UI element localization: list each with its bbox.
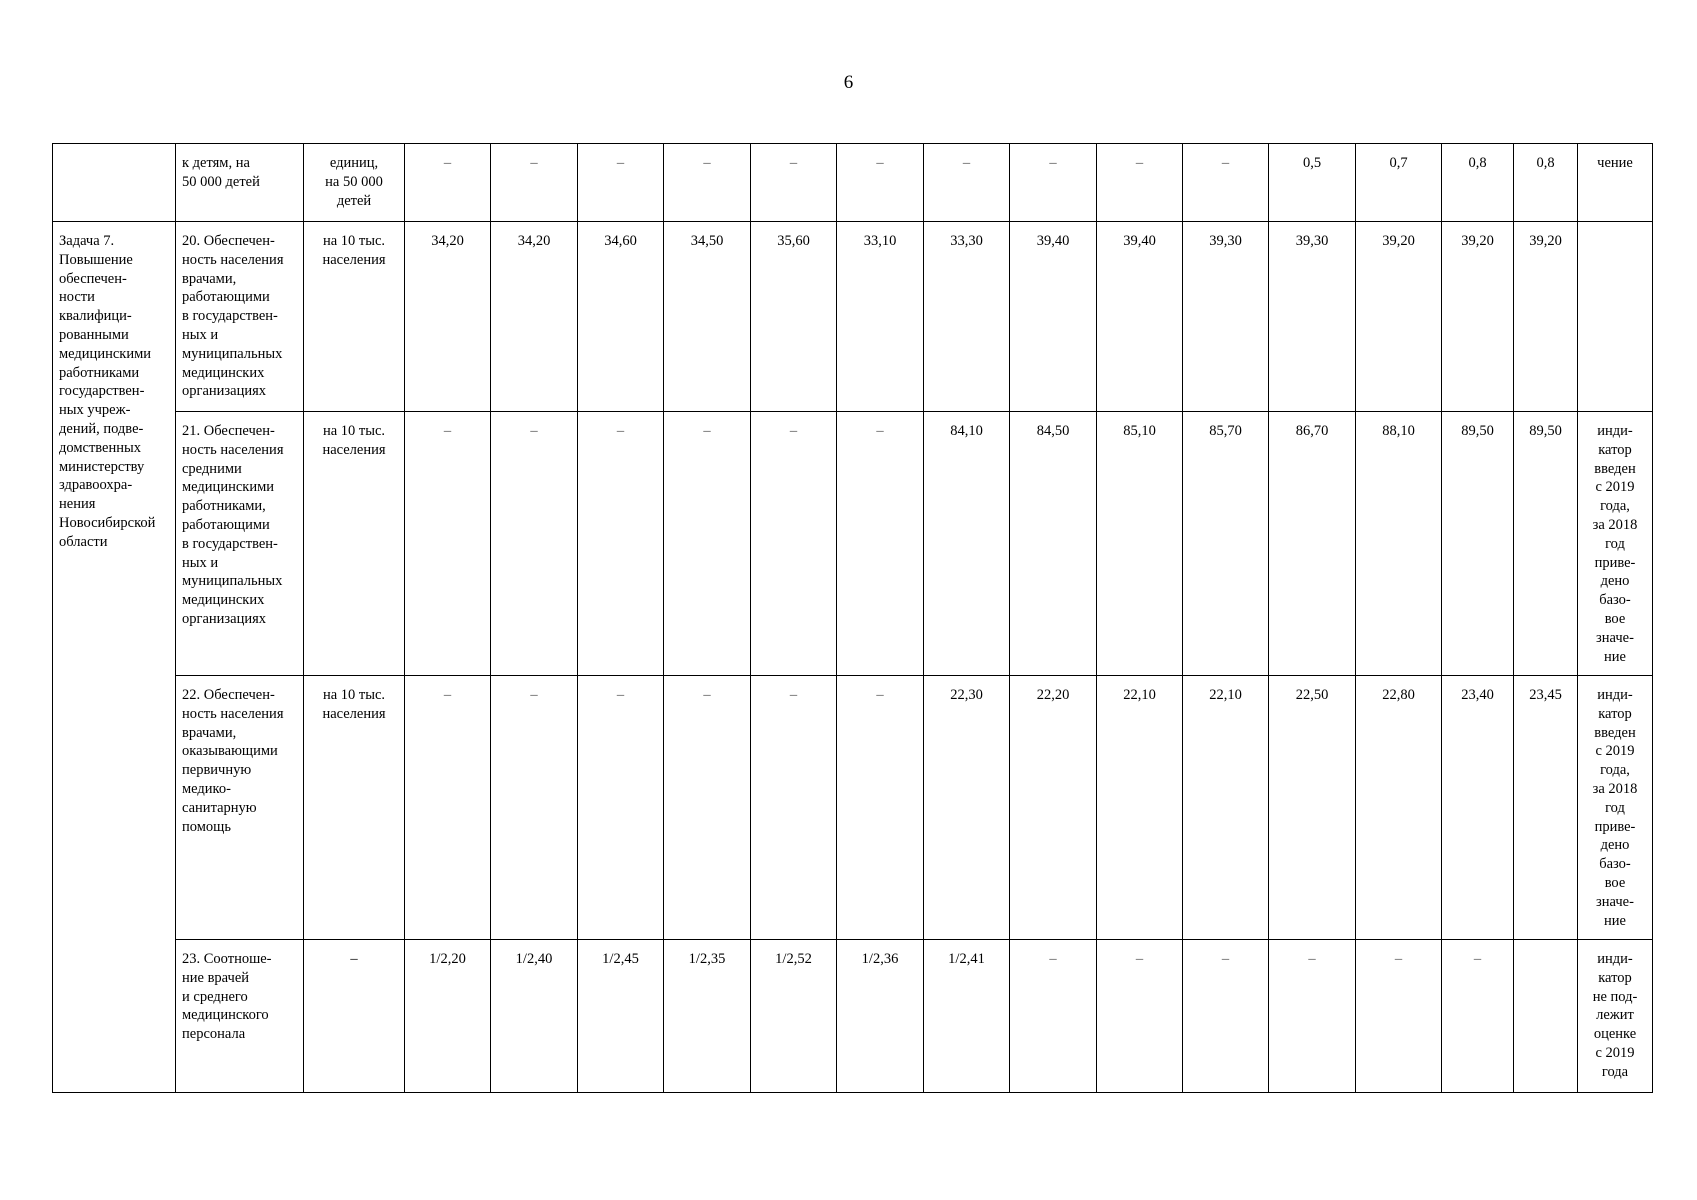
value-cell: 22,10 [1097, 676, 1183, 940]
task-cell [53, 144, 176, 222]
cell-line: санитарную [182, 799, 257, 816]
cell-line: значе- [1596, 893, 1634, 910]
cell-line: в государствен- [182, 308, 278, 325]
value-cell: 84,50 [1010, 412, 1097, 676]
cell-line: работниками [59, 364, 140, 381]
table-row [53, 412, 1653, 676]
cell-line: медико- [182, 780, 231, 797]
cell-line: ность населения [182, 441, 284, 458]
value-cell: – [751, 412, 837, 676]
value-cell: 1/2,41 [924, 940, 1010, 1093]
value-cell: – [1183, 144, 1269, 222]
cell-line: базо- [1599, 856, 1631, 873]
cell-line: – [350, 951, 358, 967]
note-cell [1578, 144, 1653, 222]
cell-line: в государствен- [182, 535, 278, 552]
value-cell: 85,10 [1097, 412, 1183, 676]
note-cell [1578, 676, 1653, 940]
cell-line: населения [322, 251, 386, 268]
value-cell: 22,80 [1356, 676, 1442, 940]
cell-line: за 2018 [1592, 516, 1638, 533]
unit-cell [304, 676, 405, 940]
cell-line: введен [1594, 724, 1636, 741]
value-cell: – [1269, 940, 1356, 1093]
cell-line: работающими [182, 289, 270, 306]
cell-line: оказывающими [182, 743, 278, 760]
table-row [53, 144, 1653, 222]
cell-line: ных и [182, 554, 219, 571]
indicator-cell [176, 222, 304, 412]
cell-line: 20. Обеспечен- [182, 233, 275, 249]
value-cell: 39,20 [1514, 222, 1578, 412]
cell-line: ных учреж- [59, 402, 131, 419]
value-cell: – [405, 412, 491, 676]
cell-line: к детям, на [182, 155, 250, 171]
value-cell: 39,30 [1269, 222, 1356, 412]
cell-line: вое [1604, 874, 1626, 891]
cell-line: медицинскими [59, 345, 152, 362]
unit-cell [304, 412, 405, 676]
cell-line: не под- [1592, 988, 1638, 1005]
cell-line: первичную [182, 762, 252, 779]
table-row [53, 940, 1653, 1093]
value-cell: 34,60 [578, 222, 664, 412]
value-cell: 1/2,36 [837, 940, 924, 1093]
value-cell: 23,40 [1442, 676, 1514, 940]
value-cell: 35,60 [751, 222, 837, 412]
page-number: 6 [843, 72, 854, 93]
value-cell: 89,50 [1514, 412, 1578, 676]
value-cell: 86,70 [1269, 412, 1356, 676]
value-cell: – [578, 412, 664, 676]
cell-line: организациях [182, 383, 267, 400]
cell-line: медицинского [182, 1007, 269, 1024]
cell-line: на 10 тыс. [322, 687, 386, 703]
value-cell: – [751, 144, 837, 222]
value-cell: 0,5 [1269, 144, 1356, 222]
cell-line: домственных [59, 439, 142, 456]
value-cell: 0,8 [1514, 144, 1578, 222]
cell-line: здравоохра- [59, 477, 133, 494]
value-cell: – [1356, 940, 1442, 1093]
value-cell: – [1442, 940, 1514, 1093]
cell-line: государствен- [59, 383, 145, 400]
cell-line: катор [1598, 969, 1632, 986]
cell-line: области [59, 533, 108, 550]
value-cell: 39,20 [1356, 222, 1442, 412]
cell-line: чение [1597, 155, 1633, 171]
indicator-cell [176, 144, 304, 222]
cell-line: дено [1600, 837, 1630, 854]
value-cell: 39,40 [1010, 222, 1097, 412]
value-cell: – [1010, 940, 1097, 1093]
cell-line: врачами, [182, 724, 237, 741]
value-cell: – [578, 144, 664, 222]
cell-line: муниципальных [182, 345, 283, 362]
cell-line: базо- [1599, 592, 1631, 609]
cell-line: 22. Обеспечен- [182, 687, 275, 703]
cell-line: с 2019 [1595, 1044, 1635, 1061]
value-cell: 0,7 [1356, 144, 1442, 222]
value-cell: – [578, 676, 664, 940]
value-cell: 34,20 [405, 222, 491, 412]
cell-line: медицинских [182, 592, 265, 609]
value-cell: 22,30 [924, 676, 1010, 940]
cell-line: на 50 000 [325, 173, 383, 190]
indicators-table [52, 143, 1653, 1093]
cell-line: инди- [1597, 951, 1633, 967]
cell-line: год [1605, 799, 1625, 816]
value-cell: 22,50 [1269, 676, 1356, 940]
value-cell: – [405, 144, 491, 222]
value-cell: – [1097, 144, 1183, 222]
cell-line: Задача 7. [59, 233, 115, 249]
cell-line: ность населения [182, 251, 284, 268]
cell-line: инди- [1597, 687, 1633, 703]
value-cell: – [751, 676, 837, 940]
cell-line: 23. Соотноше- [182, 951, 272, 967]
cell-line: средними [182, 460, 242, 477]
cell-line: 21. Обеспечен- [182, 423, 275, 439]
value-cell: 33,10 [837, 222, 924, 412]
cell-line: с 2019 [1595, 479, 1635, 496]
cell-line: населения [322, 705, 386, 722]
value-cell: – [837, 676, 924, 940]
cell-line: медицинских [182, 364, 265, 381]
cell-line: оценке [1593, 1026, 1637, 1043]
cell-line: лежит [1596, 1007, 1634, 1024]
value-cell: – [491, 144, 578, 222]
value-cell: 88,10 [1356, 412, 1442, 676]
cell-line: ность населения [182, 705, 284, 722]
cell-line: дений, подве- [59, 420, 144, 437]
indicator-cell [176, 676, 304, 940]
cell-line: населения [322, 441, 386, 458]
value-cell: 1/2,52 [751, 940, 837, 1093]
value-cell: – [1097, 940, 1183, 1093]
cell-line: ных и [182, 326, 219, 343]
cell-line: обеспечен- [59, 270, 127, 287]
cell-line: введен [1594, 460, 1636, 477]
cell-line: муниципальных [182, 573, 283, 590]
table-row [53, 222, 1653, 412]
value-cell: – [1183, 940, 1269, 1093]
cell-line: ние врачей [182, 969, 250, 986]
cell-line: рованными [59, 326, 129, 343]
cell-line: и среднего [182, 988, 248, 1005]
value-cell: – [664, 412, 751, 676]
value-cell: – [405, 676, 491, 940]
cell-line: значе- [1596, 629, 1634, 646]
cell-line: персонала [182, 1026, 246, 1043]
cell-line: ности [59, 289, 95, 306]
value-cell: 89,50 [1442, 412, 1514, 676]
cell-line: нения [59, 496, 96, 513]
cell-line: на 10 тыс. [322, 423, 386, 439]
indicator-cell [176, 940, 304, 1093]
cell-line: ние [1604, 648, 1626, 665]
value-cell: – [924, 144, 1010, 222]
value-cell: 84,10 [924, 412, 1010, 676]
cell-line: катор [1598, 441, 1632, 458]
unit-cell [304, 940, 405, 1093]
cell-line: дено [1600, 573, 1630, 590]
cell-line: приве- [1594, 554, 1636, 571]
value-cell: – [1010, 144, 1097, 222]
cell-line: год [1605, 535, 1625, 552]
cell-line: катор [1598, 705, 1632, 722]
cell-line: министерству [59, 458, 145, 475]
cell-line: за 2018 [1592, 780, 1638, 797]
cell-line: Новосибирской [59, 514, 156, 531]
cell-line: Повышение [59, 251, 133, 268]
value-cell: – [837, 144, 924, 222]
value-cell: 39,20 [1442, 222, 1514, 412]
value-cell: 23,45 [1514, 676, 1578, 940]
cell-line: инди- [1597, 423, 1633, 439]
value-cell: 1/2,40 [491, 940, 578, 1093]
indicator-cell [176, 412, 304, 676]
cell-line: вое [1604, 610, 1626, 627]
cell-line: врачами, [182, 270, 237, 287]
cell-line: с 2019 [1595, 743, 1635, 760]
value-cell: 85,70 [1183, 412, 1269, 676]
value-cell: 39,30 [1183, 222, 1269, 412]
cell-line: года, [1600, 762, 1630, 779]
task-cell [53, 222, 176, 1093]
value-cell: 33,30 [924, 222, 1010, 412]
value-cell [1514, 940, 1578, 1093]
cell-line: года, [1600, 498, 1630, 515]
value-cell: 1/2,45 [578, 940, 664, 1093]
value-cell: – [491, 676, 578, 940]
cell-line: работниками, [182, 498, 266, 515]
note-cell [1578, 412, 1653, 676]
cell-line: единиц, [329, 155, 379, 171]
table-row [53, 676, 1653, 940]
unit-cell [304, 222, 405, 412]
cell-line: помощь [182, 818, 231, 835]
value-cell: 34,20 [491, 222, 578, 412]
cell-line: года [1601, 1063, 1629, 1080]
value-cell: – [491, 412, 578, 676]
note-cell [1578, 222, 1653, 412]
cell-line: организациях [182, 610, 267, 627]
cell-line: медицинскими [182, 479, 275, 496]
cell-line: 50 000 детей [182, 173, 260, 190]
cell-line: приве- [1594, 818, 1636, 835]
value-cell: – [664, 676, 751, 940]
value-cell: 22,20 [1010, 676, 1097, 940]
value-cell: 22,10 [1183, 676, 1269, 940]
value-cell: 1/2,35 [664, 940, 751, 1093]
cell-line: на 10 тыс. [322, 233, 386, 249]
value-cell: 0,8 [1442, 144, 1514, 222]
cell-line: квалифици- [59, 308, 132, 325]
unit-cell [304, 144, 405, 222]
value-cell: – [837, 412, 924, 676]
note-cell [1578, 940, 1653, 1093]
cell-line: ние [1604, 912, 1626, 929]
cell-line: детей [336, 192, 372, 209]
cell-line: работающими [182, 516, 270, 533]
value-cell: 39,40 [1097, 222, 1183, 412]
value-cell: – [664, 144, 751, 222]
value-cell: 34,50 [664, 222, 751, 412]
value-cell: 1/2,20 [405, 940, 491, 1093]
